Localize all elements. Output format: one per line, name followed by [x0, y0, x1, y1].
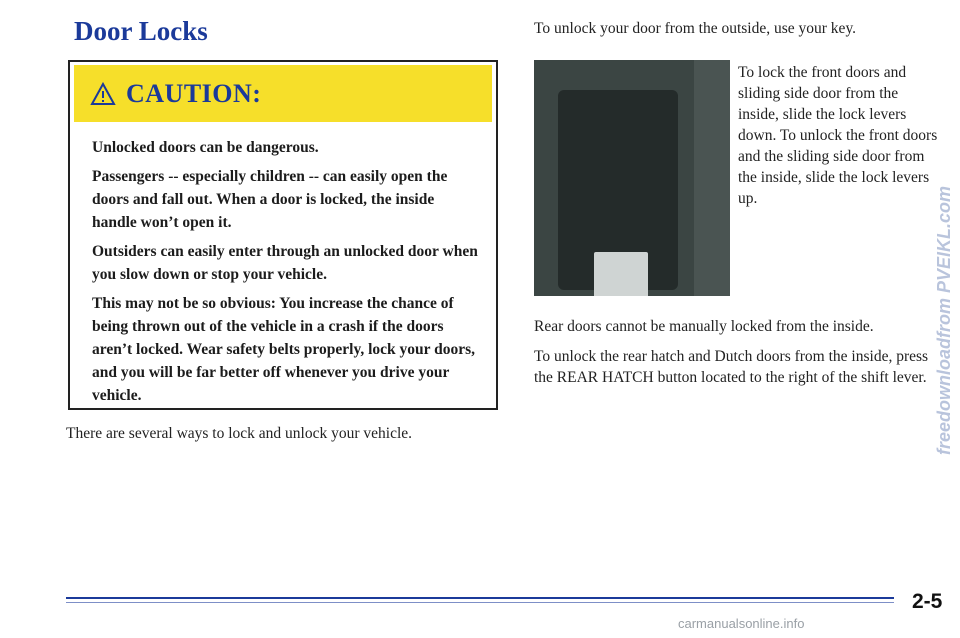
footer-rule	[66, 597, 894, 599]
door-lock-photo	[534, 60, 730, 296]
lock-lever-panel	[594, 252, 648, 296]
caution-label: CAUTION:	[126, 78, 262, 108]
bottom-watermark: carmanualsonline.info	[678, 616, 805, 631]
photo-edge	[694, 60, 730, 296]
rear-hatch-text: To unlock the rear hatch and Dutch doors from the inside, press the REAR HATCH button located to the right of the shift lever.	[534, 348, 929, 386]
rear-doors-text: Rear doors cannot be manually locked from the inside.	[534, 318, 874, 335]
page-number: 2-5	[912, 590, 943, 613]
caution-paragraph: This may not be so obvious: You increase the chance of being thrown out of the vehicle in a crash if the doors aren’t locked. Wear safety belts properly, lock your doors, and you will be far better off whenever you drive your vehicle.	[92, 295, 476, 404]
caution-paragraph: Unlocked doors can be dangerous.	[92, 139, 319, 156]
caution-paragraph: Passengers -- especially children -- can easily open the doors and fall out. When a door is locked, the inside handle won’t open it.	[92, 168, 448, 231]
lock-inside-text: To lock the front doors and sliding side door from the inside, slide the lock levers down. To unlock the front doors and the sliding side door from the inside, slide the lock levers up.	[738, 64, 938, 207]
side-watermark: freedownloadfrom PVEIKL.com	[934, 185, 954, 455]
caution-banner	[74, 65, 492, 122]
caution-paragraph: Outsiders can easily enter through an unlocked door when you slow down or stop your vehicle.	[92, 243, 478, 283]
footer-rule-thin	[66, 602, 894, 603]
caution-box	[68, 60, 498, 410]
warning-triangle-icon	[90, 82, 116, 106]
caution-body	[92, 136, 482, 413]
unlock-outside-text: To unlock your door from the outside, use your key.	[534, 20, 857, 37]
lock-methods-note: There are several ways to lock and unlock your vehicle.	[66, 425, 413, 442]
page-title: Door Locks	[74, 16, 208, 46]
